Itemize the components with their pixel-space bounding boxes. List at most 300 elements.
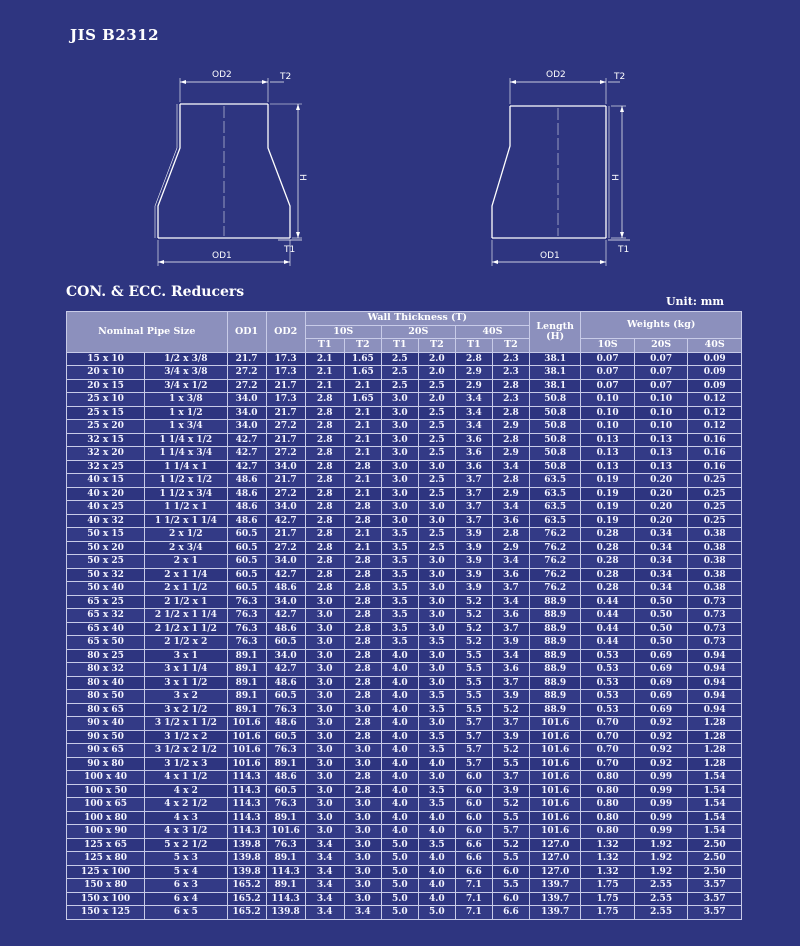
header-40s: 40S: [455, 325, 529, 339]
t1-20s: 4.0: [381, 825, 418, 839]
weight-10s: 0.28: [581, 582, 635, 596]
header-weights: Weights (kg): [581, 312, 742, 339]
t2-40s: 3.4: [492, 460, 529, 474]
t2-10s: 3.0: [344, 811, 381, 825]
t2-10s: 2.8: [344, 514, 381, 528]
t2-20s: 3.0: [418, 609, 455, 623]
length-value: 101.6: [529, 757, 580, 771]
od2-label: OD2: [212, 70, 232, 80]
weight-10s: 0.28: [581, 541, 635, 555]
weight-20s: 0.34: [634, 582, 688, 596]
weight-20s: 0.69: [634, 663, 688, 677]
t1-10s: 3.0: [305, 825, 344, 839]
t2-20s: 3.5: [418, 730, 455, 744]
od2-value: 76.3: [266, 703, 305, 717]
od2-value: 21.7: [266, 474, 305, 488]
nps-size: 1 x 3/4: [145, 420, 227, 434]
weight-20s: 0.34: [634, 555, 688, 569]
t1-10s: 2.1: [305, 366, 344, 380]
t1-40s: 6.0: [455, 798, 492, 812]
t2-40s: 3.6: [492, 568, 529, 582]
dn-size: 65 x 32: [67, 609, 145, 623]
nps-size: 3/4 x 1/2: [145, 379, 227, 393]
weight-10s: 0.07: [581, 366, 635, 380]
weight-40s: 0.73: [688, 609, 742, 623]
od2-value: 34.0: [266, 555, 305, 569]
weight-10s: 0.53: [581, 663, 635, 677]
od2-value: 60.5: [266, 690, 305, 704]
nps-size: 2 1/2 x 2: [145, 636, 227, 650]
t1-20s: 3.0: [381, 474, 418, 488]
t1-label: T1: [284, 245, 296, 255]
dn-size: 50 x 15: [67, 528, 145, 542]
t2-10s: 1.65: [344, 366, 381, 380]
t2-40s: 2.3: [492, 352, 529, 366]
t2-40s: 2.8: [492, 474, 529, 488]
nps-size: 3 1/2 x 3: [145, 757, 227, 771]
od1-value: 60.5: [227, 582, 266, 596]
dn-size: 90 x 50: [67, 730, 145, 744]
weight-10s: 0.28: [581, 555, 635, 569]
t2-20s: 3.5: [418, 703, 455, 717]
weight-10s: 0.19: [581, 514, 635, 528]
t2-10s: 3.4: [344, 906, 381, 920]
t2-20s: 2.5: [418, 433, 455, 447]
weight-40s: 0.73: [688, 622, 742, 636]
weight-20s: 0.50: [634, 622, 688, 636]
t1-40s: 5.5: [455, 703, 492, 717]
table-row: [67, 649, 742, 663]
t2-20s: 4.0: [418, 879, 455, 893]
od2-value: 114.3: [266, 865, 305, 879]
od1-value: 42.7: [227, 447, 266, 461]
t1-40s: 6.0: [455, 784, 492, 798]
weight-40s: 0.09: [688, 366, 742, 380]
t2-10s: 2.8: [344, 676, 381, 690]
t1-40s: 6.6: [455, 852, 492, 866]
weight-40s: 1.54: [688, 771, 742, 785]
weight-10s: 1.32: [581, 838, 635, 852]
table-row: [67, 852, 742, 866]
od1-value: 139.8: [227, 852, 266, 866]
nps-size: 4 x 3: [145, 811, 227, 825]
nps-size: 3 x 1 1/2: [145, 676, 227, 690]
nps-size: 2 x 3/4: [145, 541, 227, 555]
t1-20s: 3.5: [381, 636, 418, 650]
dn-size: 90 x 65: [67, 744, 145, 758]
weight-20s: 0.69: [634, 690, 688, 704]
od2-value: 42.7: [266, 514, 305, 528]
length-value: 101.6: [529, 717, 580, 731]
t1-10s: 3.0: [305, 676, 344, 690]
header-weight-10s: 10S: [581, 339, 635, 353]
t1-20s: 3.0: [381, 460, 418, 474]
od2-value: 48.6: [266, 717, 305, 731]
t1-40s: 3.9: [455, 582, 492, 596]
table-row: [67, 582, 742, 596]
od1-value: 114.3: [227, 798, 266, 812]
table-row: [67, 798, 742, 812]
nps-size: 2 1/2 x 1 1/4: [145, 609, 227, 623]
weight-10s: 0.10: [581, 393, 635, 407]
nps-size: 5 x 3: [145, 852, 227, 866]
t2-20s: 4.0: [418, 825, 455, 839]
table-row: [67, 717, 742, 731]
t1-10s: 2.8: [305, 568, 344, 582]
length-value: 127.0: [529, 852, 580, 866]
length-value: 101.6: [529, 784, 580, 798]
table-row: [67, 703, 742, 717]
t1-20s: 3.0: [381, 406, 418, 420]
length-value: 76.2: [529, 568, 580, 582]
t2-20s: 3.0: [418, 649, 455, 663]
od2-value: 48.6: [266, 622, 305, 636]
weight-40s: 1.54: [688, 825, 742, 839]
table-row: [67, 690, 742, 704]
dn-size: 80 x 50: [67, 690, 145, 704]
table-row: [67, 676, 742, 690]
dn-size: 40 x 32: [67, 514, 145, 528]
table-row: [67, 757, 742, 771]
t2-10s: 1.65: [344, 352, 381, 366]
weight-20s: 0.10: [634, 406, 688, 420]
t2-40s: 5.2: [492, 838, 529, 852]
t2-40s: 2.8: [492, 379, 529, 393]
od2-value: 60.5: [266, 636, 305, 650]
weight-10s: 0.19: [581, 474, 635, 488]
table-row: [67, 892, 742, 906]
t2-20s: 3.5: [418, 636, 455, 650]
t1-20s: 5.0: [381, 865, 418, 879]
t2-20s: 3.0: [418, 663, 455, 677]
t2-40s: 5.2: [492, 798, 529, 812]
t1-40s: 5.7: [455, 717, 492, 731]
od1-label: OD1: [212, 251, 232, 261]
t2-40s: 2.9: [492, 487, 529, 501]
t1-20s: 4.0: [381, 757, 418, 771]
table-row: [67, 501, 742, 515]
table-row: [67, 460, 742, 474]
weight-10s: 1.75: [581, 906, 635, 920]
table-row: [67, 838, 742, 852]
od1-value: 114.3: [227, 811, 266, 825]
od2-value: 27.2: [266, 487, 305, 501]
nps-size: 3 1/2 x 2: [145, 730, 227, 744]
od1-value: 48.6: [227, 514, 266, 528]
nps-size: 1 1/4 x 1/2: [145, 433, 227, 447]
t1-10s: 2.1: [305, 379, 344, 393]
od1-value: 89.1: [227, 676, 266, 690]
od1-value: 114.3: [227, 771, 266, 785]
t2-40s: 3.4: [492, 595, 529, 609]
od1-value: 76.3: [227, 595, 266, 609]
t2-40s: 3.4: [492, 649, 529, 663]
weight-40s: 0.94: [688, 663, 742, 677]
t1-20s: 4.0: [381, 717, 418, 731]
t2-10s: 2.8: [344, 717, 381, 731]
nps-size: 2 x 1 1/4: [145, 568, 227, 582]
od1-value: 60.5: [227, 568, 266, 582]
nps-size: 1/2 x 3/8: [145, 352, 227, 366]
header-weight-40s: 40S: [688, 339, 742, 353]
weight-40s: 0.16: [688, 433, 742, 447]
t1-20s: 3.0: [381, 447, 418, 461]
t2-10s: 2.8: [344, 501, 381, 515]
weight-40s: 3.57: [688, 879, 742, 893]
concentric-reducer-diagram: [150, 66, 310, 276]
weight-20s: 0.99: [634, 825, 688, 839]
od2-value: 34.0: [266, 460, 305, 474]
t1-20s: 3.5: [381, 582, 418, 596]
t2-40s: 3.7: [492, 622, 529, 636]
t1-40s: 5.5: [455, 676, 492, 690]
od1-value: 114.3: [227, 825, 266, 839]
weight-20s: 0.34: [634, 528, 688, 542]
length-value: 38.1: [529, 352, 580, 366]
t1-10s: 2.8: [305, 501, 344, 515]
length-value: 101.6: [529, 811, 580, 825]
t2-20s: 3.5: [418, 798, 455, 812]
t2-40s: 3.6: [492, 663, 529, 677]
t2-10s: 2.8: [344, 663, 381, 677]
t2-40s: 3.6: [492, 514, 529, 528]
weight-40s: 2.50: [688, 852, 742, 866]
weight-20s: 0.99: [634, 811, 688, 825]
od1-value: 42.7: [227, 460, 266, 474]
weight-40s: 1.28: [688, 744, 742, 758]
dn-size: 80 x 32: [67, 663, 145, 677]
nps-size: 1 1/2 x 1 1/4: [145, 514, 227, 528]
length-value: 50.8: [529, 433, 580, 447]
t2-10s: 3.0: [344, 798, 381, 812]
weight-10s: 0.10: [581, 406, 635, 420]
length-value: 76.2: [529, 555, 580, 569]
t2-10s: 2.1: [344, 474, 381, 488]
dn-size: 25 x 10: [67, 393, 145, 407]
t1-20s: 5.0: [381, 892, 418, 906]
header-10s: 10S: [305, 325, 381, 339]
od2-value: 21.7: [266, 528, 305, 542]
header-t2: T2: [418, 339, 455, 353]
t2-20s: 3.0: [418, 568, 455, 582]
od2-value: 48.6: [266, 582, 305, 596]
dn-size: 40 x 15: [67, 474, 145, 488]
dn-size: 20 x 15: [67, 379, 145, 393]
t1-40s: 6.0: [455, 771, 492, 785]
t1-40s: 5.5: [455, 663, 492, 677]
t2-10s: 2.8: [344, 649, 381, 663]
t2-40s: 2.9: [492, 541, 529, 555]
length-value: 76.2: [529, 541, 580, 555]
t2-20s: 2.5: [418, 474, 455, 488]
t1-40s: 3.7: [455, 474, 492, 488]
table-row: [67, 825, 742, 839]
t2-40s: 3.4: [492, 501, 529, 515]
weight-40s: 0.12: [688, 393, 742, 407]
od1-value: 21.7: [227, 352, 266, 366]
t1-10s: 3.0: [305, 649, 344, 663]
od1-value: 114.3: [227, 784, 266, 798]
weight-10s: 0.53: [581, 676, 635, 690]
od2-value: 34.0: [266, 649, 305, 663]
t1-20s: 3.0: [381, 433, 418, 447]
od2-value: 76.3: [266, 798, 305, 812]
table-row: [67, 609, 742, 623]
table-row: [67, 663, 742, 677]
od1-value: 101.6: [227, 717, 266, 731]
weight-10s: 0.13: [581, 433, 635, 447]
t2-10s: 2.8: [344, 609, 381, 623]
t1-40s: 3.6: [455, 460, 492, 474]
nps-size: 2 1/2 x 1: [145, 595, 227, 609]
table-row: [67, 393, 742, 407]
weight-10s: 1.75: [581, 879, 635, 893]
weight-40s: 0.12: [688, 420, 742, 434]
t2-10s: 2.8: [344, 460, 381, 474]
dn-size: 15 x 10: [67, 352, 145, 366]
od2-value: 34.0: [266, 595, 305, 609]
t1-10s: 2.8: [305, 393, 344, 407]
weight-10s: 0.13: [581, 460, 635, 474]
weight-40s: 0.94: [688, 690, 742, 704]
t2-20s: 2.5: [418, 420, 455, 434]
weight-40s: 0.38: [688, 541, 742, 555]
weight-40s: 2.50: [688, 865, 742, 879]
table-row: [67, 636, 742, 650]
t1-10s: 3.4: [305, 852, 344, 866]
t1-40s: 2.8: [455, 352, 492, 366]
t1-10s: 3.0: [305, 730, 344, 744]
weight-20s: 0.07: [634, 379, 688, 393]
nps-size: 4 x 3 1/2: [145, 825, 227, 839]
t1-40s: 6.0: [455, 825, 492, 839]
od1-value: 42.7: [227, 433, 266, 447]
t1-40s: 5.7: [455, 744, 492, 758]
t1-10s: 3.0: [305, 663, 344, 677]
t2-10s: 1.65: [344, 393, 381, 407]
od2-value: 76.3: [266, 744, 305, 758]
t1-40s: 3.4: [455, 406, 492, 420]
weight-10s: 0.70: [581, 717, 635, 731]
t2-20s: 2.5: [418, 406, 455, 420]
t2-20s: 3.0: [418, 771, 455, 785]
od2-value: 89.1: [266, 811, 305, 825]
weight-10s: 0.80: [581, 784, 635, 798]
t1-20s: 3.5: [381, 595, 418, 609]
weight-40s: 1.54: [688, 811, 742, 825]
t2-40s: 5.2: [492, 703, 529, 717]
weight-40s: 1.28: [688, 717, 742, 731]
t1-40s: 3.7: [455, 501, 492, 515]
t2-10s: 3.0: [344, 892, 381, 906]
t1-20s: 5.0: [381, 838, 418, 852]
t1-10s: 3.0: [305, 757, 344, 771]
t1-20s: 3.0: [381, 487, 418, 501]
length-value: 101.6: [529, 825, 580, 839]
od2-value: 114.3: [266, 892, 305, 906]
t1-40s: 7.1: [455, 906, 492, 920]
od2-value: 21.7: [266, 379, 305, 393]
t1-10s: 3.0: [305, 811, 344, 825]
dn-size: 65 x 40: [67, 622, 145, 636]
length-value: 88.9: [529, 595, 580, 609]
t1-20s: 4.0: [381, 730, 418, 744]
od1-value: 34.0: [227, 420, 266, 434]
weight-40s: 0.09: [688, 352, 742, 366]
t2-40s: 6.0: [492, 892, 529, 906]
nps-size: 4 x 2: [145, 784, 227, 798]
table-row: [67, 366, 742, 380]
table-row: [67, 352, 742, 366]
t1-20s: 4.0: [381, 663, 418, 677]
length-value: 101.6: [529, 798, 580, 812]
od1-value: 60.5: [227, 555, 266, 569]
t2-10s: 3.0: [344, 865, 381, 879]
t2-10s: 2.8: [344, 595, 381, 609]
weight-40s: 2.50: [688, 838, 742, 852]
weight-20s: 0.34: [634, 541, 688, 555]
header-od1: OD1: [227, 312, 266, 353]
t1-label: T1: [618, 245, 630, 255]
od1-value: 27.2: [227, 366, 266, 380]
table-row: [67, 784, 742, 798]
weight-10s: 0.80: [581, 811, 635, 825]
eccentric-reducer-diagram: [480, 66, 650, 276]
dn-size: 90 x 40: [67, 717, 145, 731]
od2-value: 89.1: [266, 852, 305, 866]
weight-10s: 0.70: [581, 744, 635, 758]
od1-value: 48.6: [227, 474, 266, 488]
t2-40s: 3.7: [492, 582, 529, 596]
header-od2: OD2: [266, 312, 305, 353]
t1-40s: 5.2: [455, 609, 492, 623]
t1-20s: 2.5: [381, 352, 418, 366]
t1-10s: 3.4: [305, 879, 344, 893]
od2-value: 48.6: [266, 771, 305, 785]
length-value: 88.9: [529, 622, 580, 636]
weight-20s: 2.55: [634, 906, 688, 920]
t2-20s: 2.5: [418, 541, 455, 555]
t1-40s: 5.7: [455, 730, 492, 744]
table-row: [67, 379, 742, 393]
dn-size: 150 x 100: [67, 892, 145, 906]
od1-value: 89.1: [227, 663, 266, 677]
t2-20s: 4.0: [418, 865, 455, 879]
od2-value: 27.2: [266, 420, 305, 434]
t1-40s: 2.9: [455, 366, 492, 380]
table-row: [67, 487, 742, 501]
t1-40s: 3.9: [455, 541, 492, 555]
t1-20s: 3.0: [381, 501, 418, 515]
dn-size: 100 x 80: [67, 811, 145, 825]
table-row: [67, 433, 742, 447]
weight-20s: 0.07: [634, 366, 688, 380]
t2-10s: 2.8: [344, 636, 381, 650]
weight-10s: 0.07: [581, 352, 635, 366]
t1-20s: 3.0: [381, 514, 418, 528]
t2-40s: 5.5: [492, 879, 529, 893]
od1-label: OD1: [540, 251, 560, 261]
t2-10s: 3.0: [344, 825, 381, 839]
table-row: [67, 541, 742, 555]
t2-20s: 3.0: [418, 555, 455, 569]
t2-20s: 3.5: [418, 744, 455, 758]
weight-10s: 0.28: [581, 568, 635, 582]
nps-size: 2 x 1/2: [145, 528, 227, 542]
dn-size: 50 x 32: [67, 568, 145, 582]
t1-10s: 2.8: [305, 433, 344, 447]
od1-value: 48.6: [227, 501, 266, 515]
